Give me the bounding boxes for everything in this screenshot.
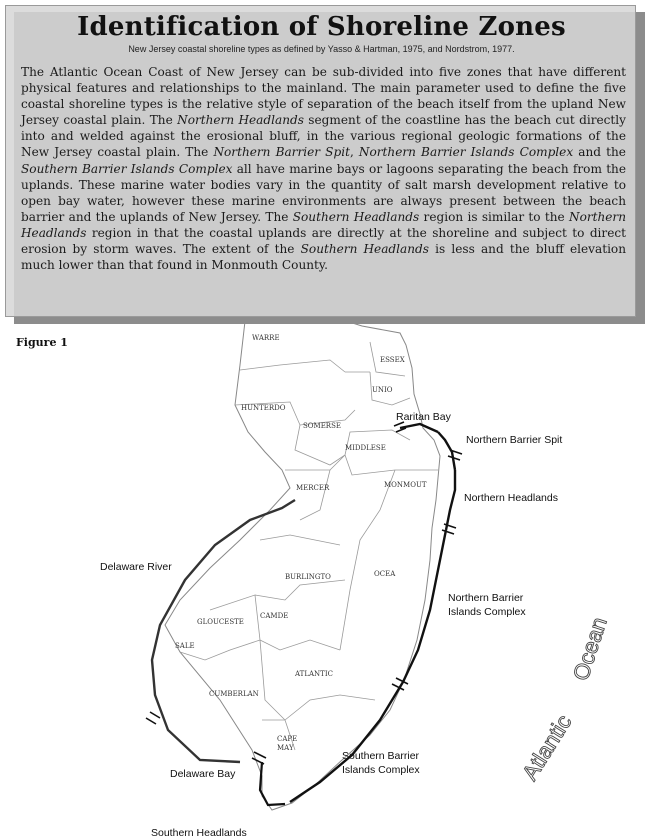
paragraph-text: The Atlantic Ocean Coast of New Jersey can be sub-divided into five zones that have different physical features and relationships to the mainland. The main parameter used to define the five coastal shoreline types is the relative style of separation of the beach itself from the upland New Jersey coastal plain. The [21, 65, 626, 128]
page-subtitle: New Jersey coastal shoreline types as defined by Yasso & Hartman, 1975, and Nordstrom, 1977. [128, 44, 515, 54]
label-southern-headlands: Southern Headlands [151, 827, 247, 839]
italic-term: Southern Headlands [292, 209, 420, 224]
county-label-gloucester: GLOUCESTE [197, 618, 244, 626]
zone-break-ticks [146, 422, 462, 764]
county-label-essex: ESSEX [380, 356, 405, 364]
nj-state-outline [165, 295, 440, 810]
label-delaware-river: Delaware River [100, 561, 172, 573]
label-sbic-1: Southern Barrier [342, 750, 420, 762]
county-label-warren: WARRE [252, 334, 280, 342]
county-label-atlantic: ATLANTIC [295, 670, 333, 678]
county-labels [175, 297, 450, 752]
zone-labels [100, 411, 562, 839]
county-label-burlington: BURLINGTO [285, 573, 331, 581]
italic-term: Northern Barrier Islands Complex [358, 145, 574, 160]
county-label-cape-may-2: MAY [277, 744, 294, 752]
paragraph-text: region is similar to the [419, 209, 569, 224]
italic-term: Northern Headlands [177, 113, 304, 128]
label-raritan-bay: Raritan Bay [396, 411, 451, 423]
label-nbic-1: Northern Barrier [448, 592, 524, 604]
county-label-ocean: OCEA [374, 570, 396, 578]
label-nbic-2: Islands Complex [448, 606, 526, 618]
italic-term: Southern Barrier Islands Complex [21, 161, 233, 176]
county-label-union: UNIO [372, 386, 393, 394]
county-label-salem: SALE [175, 642, 195, 650]
county-label-camden: CAMDE [260, 612, 289, 620]
ocean-labels [517, 614, 612, 784]
italic-term: Northern Headlands [21, 209, 627, 240]
county-label-somerset: SOMERSE [303, 422, 341, 430]
county-label-cumberland: CUMBERLAN [209, 690, 259, 698]
southern-headlands-shoreline [260, 762, 285, 805]
paragraph-text: region in that the coastal uplands are directly at the shoreline and subject to direct erosion by storm waves. The extent of the [21, 225, 626, 257]
paragraph-text: , [349, 145, 359, 160]
delaware-river-shoreline [152, 500, 298, 762]
paragraph-text: segment of the coastline has the beach cut directly into and welded against the erosional bluff, in the various regional geologic formations of the New Jersey coastal plain. The [21, 113, 626, 160]
paragraph-text: and the [573, 145, 626, 160]
italic-term: Northern Barrier Spit [213, 145, 350, 160]
county-label-cape-may-1: CAPE [277, 735, 298, 743]
label-delaware-bay: Delaware Bay [170, 768, 236, 780]
intro-paragraph [21, 64, 626, 273]
label-sbic-2: Islands Complex [342, 764, 420, 776]
county-label-hunterdon: HUNTERDO [241, 404, 286, 412]
label-atlantic: Atlantic [517, 710, 577, 785]
label-northern-headlands: Northern Headlands [464, 492, 558, 504]
county-label-monmouth: MONMOUT [384, 481, 427, 489]
figure-label: Figure 1 [16, 336, 68, 349]
county-label-mercer: MERCER [296, 484, 330, 492]
label-northern-barrier-spit: Northern Barrier Spit [466, 434, 563, 446]
intro-panel [5, 5, 636, 317]
paragraph-text: is less and the bluff elevation much lower than that found in Monmouth County. [21, 242, 627, 273]
page-title: Identification of Shoreline Zones [77, 12, 566, 42]
county-label-middlesex: MIDDLESE [345, 444, 386, 452]
label-ocean: Ocean [567, 614, 612, 684]
italic-term: Southern Headlands [300, 242, 429, 257]
paragraph-text: all have marine bays or lagoons separating the beach from the uplands. These marine water bodies vary in the quantity of salt marsh development relative to open bay water, however these marine environments are always present between the beach barrier and the uplands of New Jersey. The [21, 161, 627, 224]
atlantic-shoreline [290, 424, 455, 802]
